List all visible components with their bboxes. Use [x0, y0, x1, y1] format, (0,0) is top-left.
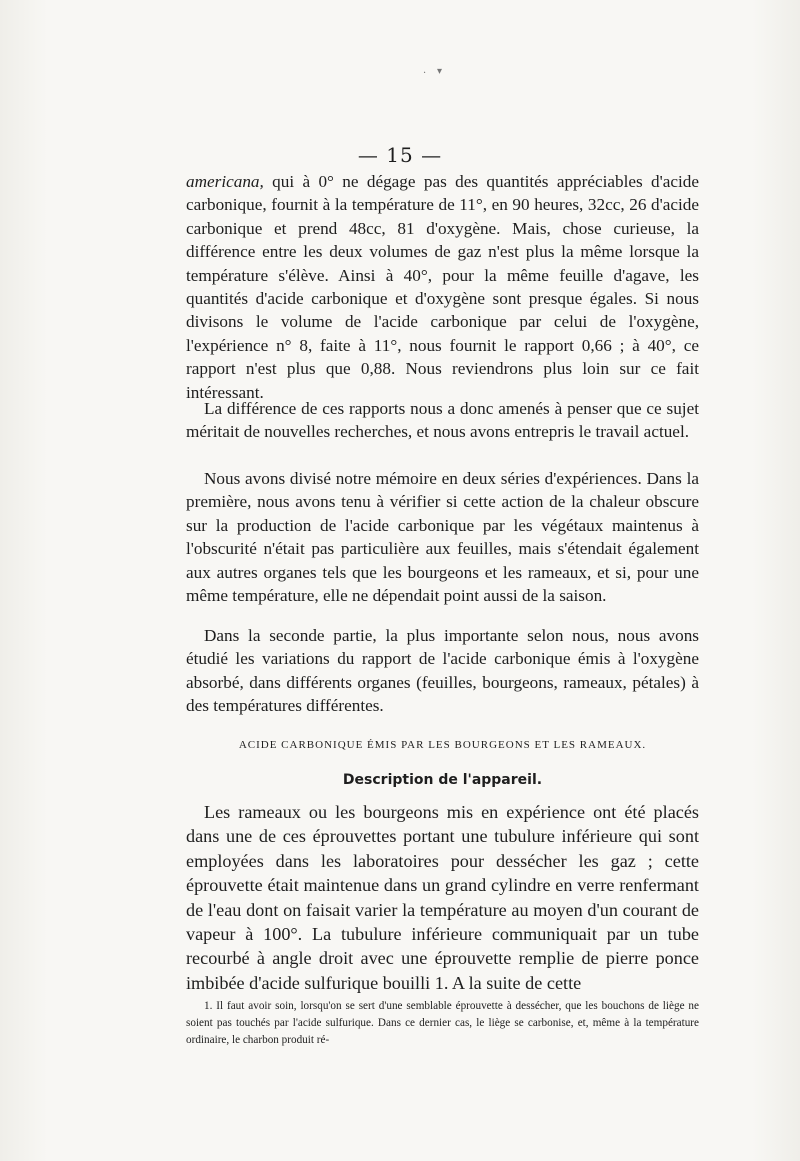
scan-speck: ▾	[437, 66, 443, 77]
paragraph-1-italic: americana,	[186, 172, 264, 191]
paragraph-3: Nous avons divisé notre mémoire en deux séries d'expériences. Dans la première, nous avons tenu à vérifier si cette action de la chaleur obscure sur la production de l'acide carbonique par les végétaux maintenus à l'obscurité n'était pas particulière aux feuilles, mais s'étendait également aux autres organes tels que les bourgeons et les rameaux, et si, pour une même température, elle ne dépendait point aussi de la saison.	[186, 469, 699, 606]
paragraph-5: Les rameaux ou les bourgeons mis en expérience ont été placés dans une de ces éprouvettes portant une tubulure inférieure qui sont employées dans les laboratoires pour dessécher les gaz ; cette éprouvette était maintenue dans un grand cylindre en verre renfermant de l'eau dont on faisait varier la température au moyen d'un courant de vapeur à 100°. La tubulure inférieure communiquait par un tube recourbé à angle droit avec une éprouvette remplie de pierre ponce imbibée d'acide sulfurique bouilli 1. A la suite de cette	[186, 802, 699, 993]
paragraph-1-text: qui à 0° ne dégage pas des quantités appréciables d'acide carbonique, fournit à la température de 11°, en 90 heures, 32cc, 26 d'acide carbonique et prend 48cc, 81 d'oxygène. Mais, chose curieuse, la différence entre les deux volumes de gaz n'est plus la même lorsque la température s'élève. Ainsi à 40°, pour la même feuille d'agave, les quantités d'acide carbonique et d'oxygène sont presque égales. Si nous divisons le volume de l'acide carbonique par celui de l'oxygène, l'expérience n° 8, faite à 11°, nous fournit le rapport 0,66 ; à 40°, ce rapport n'est plus que 0,88. Nous reviendrons plus loin sur ce fait intéressant.	[186, 172, 699, 402]
sub-heading: Description de l'appareil.	[342, 772, 543, 788]
section-heading: ACIDE CARBONIQUE ÉMIS PAR LES BOURGEONS ET LES RAMEAUX.	[238, 739, 647, 751]
footnote: 1. Il faut avoir soin, lorsqu'on se sert d'une semblable éprouvette à dessécher, que les bouchons de liège ne soient pas touchés par l'acide sulfurique. Dans ce dernier cas, le liège se carbonise, et, même à la température ordinaire, le charbon produit ré-	[186, 1000, 699, 1046]
paragraph-2: La différence de ces rapports nous a donc amenés à penser que ce sujet méritait de nouvelles recherches, et nous avons entrepris le travail actuel.	[186, 399, 699, 442]
page-number: — 15 —	[357, 143, 443, 167]
paragraph-1	[186, 170, 699, 404]
paragraph-4: Dans la seconde partie, la plus importante selon nous, nous avons étudié les variations du rapport de l'acide carbonique émis à l'oxygène absorbé, dans différents organes (feuilles, bourgeons, rameaux, pétales) à des températures différentes.	[186, 626, 699, 716]
scan-speck: ·	[423, 68, 427, 79]
